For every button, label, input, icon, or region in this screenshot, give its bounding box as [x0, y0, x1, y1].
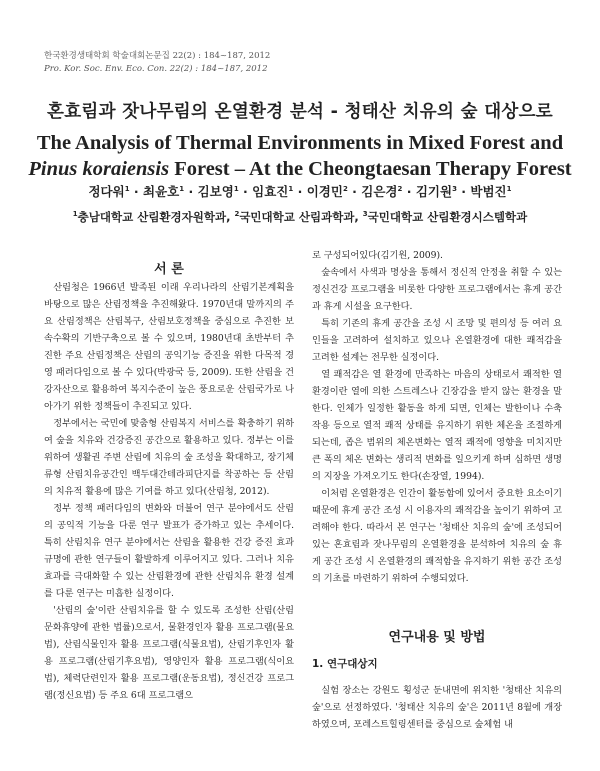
paragraph: 산림청은 1966년 발족된 이래 우리나라의 산림기본계획을 바탕으로 많은 산림정책을 추진해왔다. 1970년대 말까지의 주요 산림정책은 산림복구, 산림보호정책을 중심으로 추진한 보속수확의 기반구축으로 볼 수 있으며, 1980년대 초반부터 추진한 주요 산림정책은 산림의 공익기능 증진을 위한 다목적 경영 패러다임으로 볼 수 있다(박광국 등, 2009). 또한 산림을 건강자산으로 활용하여 복지수준이 높은 풍요로운 산림국가로 나아가기 위한 정책들이 추진되고 있다. [44, 282, 294, 412]
paragraph: '산림의 숲'이란 산림치유를 할 수 있도록 조성한 산림(산림문화휴양에 관한 법률)으로서, 물환경인자 활용 프로그램(물요법), 산림식물인자 활용 프로그램(식물요법), 산림기후인자 활용 프로그램(산림기후요법), 영양인자 활용 프로그램(식이요법), 체력단련인자 활용 프로그램(운동요법), 정신건강 프로그램(정신요법) 등 주요 6대 프로그램으 [44, 605, 294, 701]
paragraph: 실험 장소는 강원도 횡성군 둔내면에 위치한 '청태산 치유의 숲'으로 선정하였다. '청태산 치유의 숲'은 2011년 8월에 개장하였으며, 포레스트힐링센터를 중심으로 숲체험 내 [312, 685, 562, 730]
paragraph: 로 구성되어있다(김기원, 2009). [312, 250, 443, 261]
affiliation: $^3$국민대학교 산림환경시스템학과 [362, 210, 528, 224]
journal-header-en: Pro. Kor. Soc. Env. Eco. Con. 22(2) : 184~187, 2012 [44, 64, 268, 74]
author: 정다워$^1$ [88, 184, 130, 199]
journal-header-ko: 한국환경생태학회 학술대회논문집 22(2) : 184~187, 2012 [44, 51, 271, 61]
author: 김기원$^3$ [415, 184, 457, 199]
title-korean: 혼효림과 잣나무림의 온열환경 분석 - 청태산 치유의 숲 대상으로 [46, 102, 554, 122]
affiliation: $^2$국민대학교 산림과학과, [234, 210, 363, 224]
right-column [312, 247, 562, 587]
author: 김보영$^1$ [197, 184, 239, 199]
paragraph: 이처럼 온열환경은 인간이 활동함에 있어서 중요한 요소이기 때문에 휴게 공간 조성 시 이용자의 쾌적감을 높이기 위하여 고려해야 한다. 따라서 본 연구는 '청태산 치유의 숲'에 조성되어 있는 혼효림과 잣나무림의 온열환경을 분석하여 치유의 숲 휴게 공간 조성 시 온열환경의 쾌적함을 유지하기 위한 공간 조성의 기초를 마련하기 위하여 수행되었다. [312, 488, 562, 584]
affiliations [0, 209, 600, 225]
author: 임효진$^1$ [252, 184, 294, 199]
title-english-line1: The Analysis of Thermal Environments in Mixed Forest and [36, 132, 564, 154]
author: 김은경$^2$ [361, 184, 403, 199]
section-heading-methods: 연구내용 및 방법 [388, 630, 486, 645]
paragraph: 열 쾌적감은 열 환경에 만족하는 마음의 상태로서 쾌적한 열 환경이란 열에 의한 스트레스나 긴장감을 받지 않는 환경을 말한다. 인체가 일정한 활동을 하게 되면, 인체는 발한이나 수축작용 등으로 열적 쾌적 상태를 유지하기 위한 체온을 조절하게 되는데, 좁은 범위의 체온변화는 열적 쾌적에 영향을 미치지만 큰 폭의 체온 변화는 생리적 변화를 일으키게 하며 심하면 생명의 지장을 가져오기도 한다(손장열, 1994). [312, 369, 562, 482]
paragraph: 특히 기존의 휴게 공간을 조성 시 조망 및 편의성 등 여러 요인들을 고려하여 설치하고 있으나 온열환경에 대한 쾌적감을 고려한 설계는 전무한 실정이다. [312, 318, 562, 363]
author-list: 정다워$^1$ · 최윤호$^1$ · 김보영$^1$ · 임효진$^1$ · 이경민$^2$ · 김은경$^2$ · 김기원$^3$ · 박범진$^1$ [88, 184, 512, 199]
journal-header [44, 50, 270, 76]
paragraph: 숲속에서 사색과 명상을 통해서 정신적 안정을 취할 수 있는 정신건강 프로그램을 비롯한 다양한 프로그램에서는 휴게 공간과 휴게 시설을 요구한다. [312, 267, 562, 312]
title-english [0, 130, 600, 182]
author: 이경민$^2$ [306, 184, 348, 199]
author: 박범진$^1$ [470, 184, 512, 199]
affiliation: $^1$충남대학교 산림환경자원학과, [72, 210, 235, 224]
paragraph: 정부에서는 국민에 맞춤형 산림복지 서비스를 확충하기 위하여 숲을 치유와 건강증진 공간으로 활용하고 있다. 정부는 이를 위하여 생활권 주변 산림에 치유의 숲 조성을 확대하고, 장기체류형 산림치유공간인 백두대간테라피단지를 착공하는 등 산림의 치유적 활용에 많은 기여를 하고 있다(산림청, 2012). [44, 418, 294, 497]
methods-column [312, 682, 562, 733]
subsection-heading-study-site: 1. 연구대상지 [312, 658, 378, 670]
section-heading-introduction: 서 론 [154, 262, 184, 277]
title-english-rest: Forest – At the Cheongtaesan Therapy Forest [169, 158, 572, 180]
title-english-italic: Pinus koraiensis [28, 158, 170, 180]
title-english-line2 [0, 156, 600, 182]
left-column [44, 279, 294, 704]
paragraph: 정부 정책 패러다임의 변화와 더불어 연구 분야에서도 산림의 공익적 기능을 다룬 연구 발표가 증가하고 있는 추세이다. 특히 산림치유 연구 분야에서는 산림을 활용한 건강 증진 효과 규명에 관한 연구들이 활발하게 이루어지고 있다. 그러나 치유효과를 극대화할 수 있는 산림환경에 관한 산림치유 환경 설계를 다룬 연구는 미흡한 실정이다. [44, 503, 294, 599]
author: 최윤호$^1$ [143, 184, 185, 199]
